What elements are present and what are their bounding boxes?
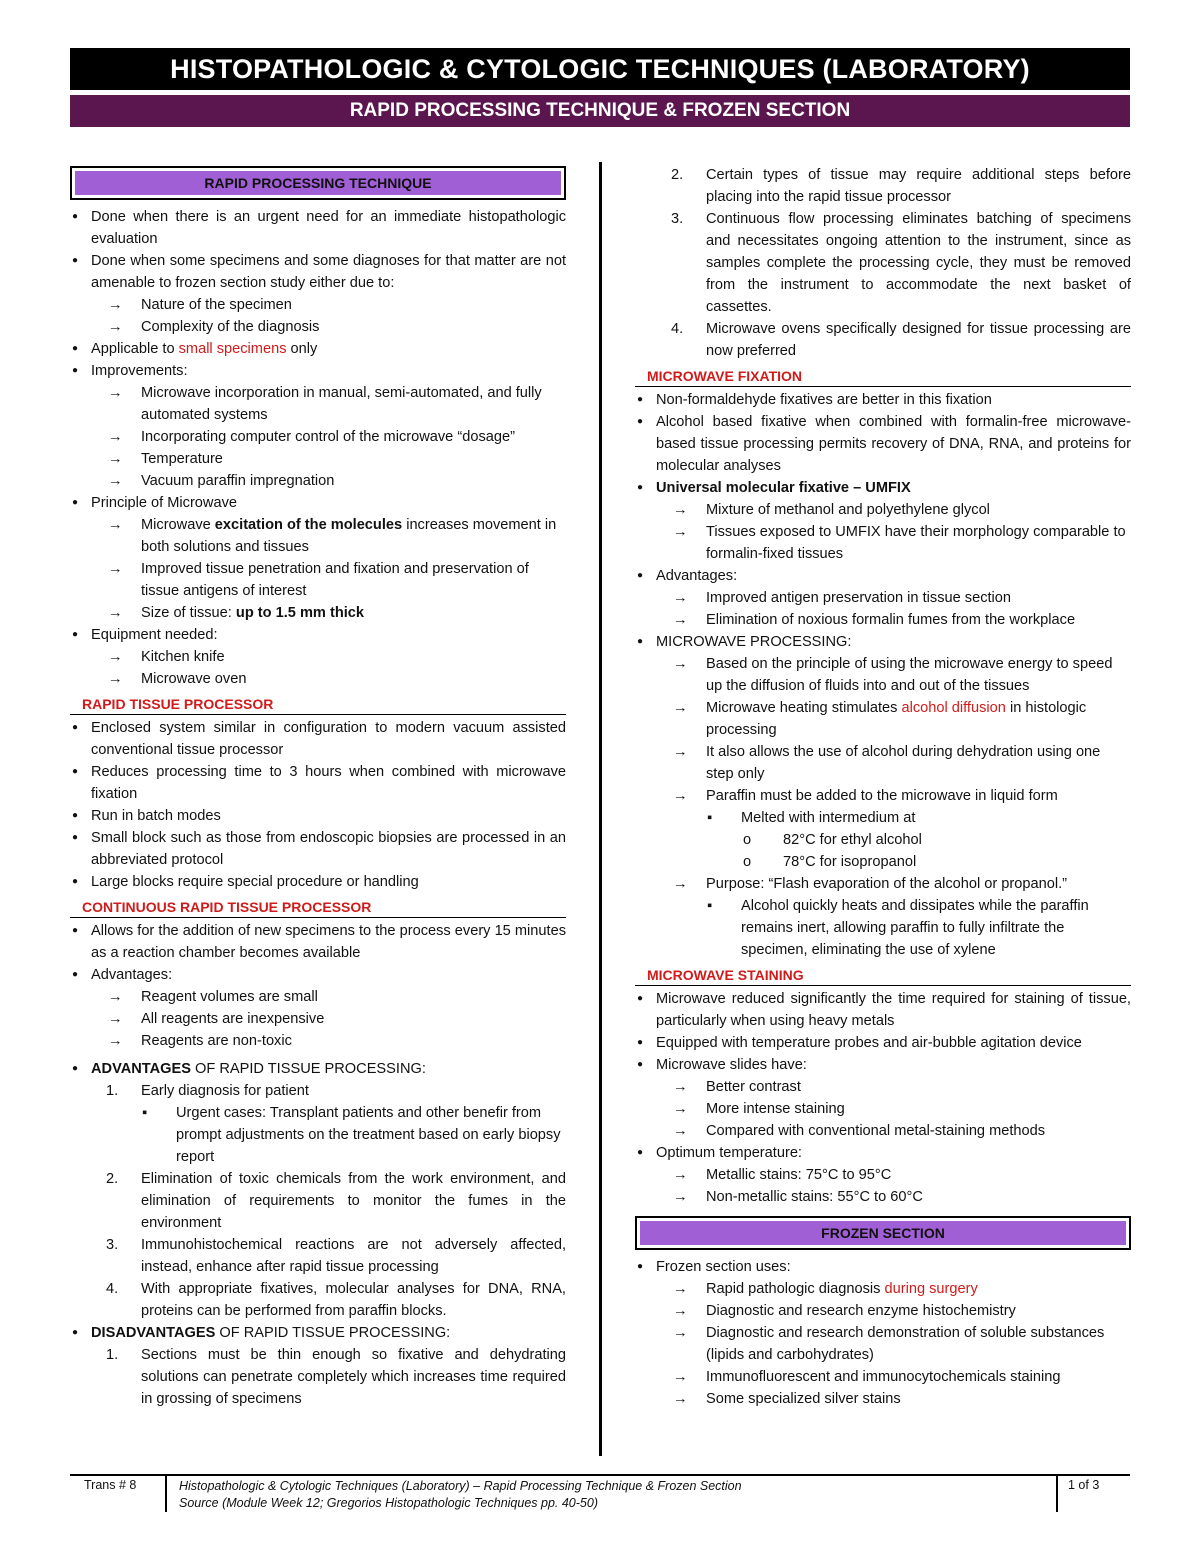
arrow-item: → Elimination of noxious formalin fumes from the workplace xyxy=(635,609,1131,631)
frozen-section-list xyxy=(635,1256,1131,1410)
highlight-text: alcohol diffusion xyxy=(901,700,1006,716)
arrow-item: → All reagents are inexpensive xyxy=(70,1008,566,1030)
arrow-item: → Improved antigen preservation in tissue section xyxy=(635,587,1131,609)
item-number: 4. xyxy=(671,321,684,337)
list-item: ● Equipped with temperature probes and air-bubble agitation device xyxy=(635,1032,1131,1054)
numbered-item xyxy=(70,1234,566,1278)
arrow-item xyxy=(635,1278,1131,1300)
list-item: ● Reduces processing time to 3 hours when combined with microwave fixation xyxy=(70,761,566,805)
text: Microwave ovens specifically designed for tissue processing are now preferred xyxy=(706,321,1131,359)
bold-text: DISADVANTAGES xyxy=(91,1325,216,1341)
list-item: ● Advantages: xyxy=(635,565,1131,587)
item-number: 1. xyxy=(106,1083,119,1099)
arrow-item: → Metallic stains: 75°C to 95°C xyxy=(635,1164,1131,1186)
footer-separator xyxy=(165,1476,167,1512)
list-item: ● Done when there is an urgent need for an immediate histopathologic evaluation xyxy=(70,206,566,250)
text: With appropriate fixatives, molecular analyses for DNA, RNA, proteins can be performed from paraffin blocks. xyxy=(141,1281,566,1319)
footer-description xyxy=(179,1478,742,1512)
bold-text: ADVANTAGES xyxy=(91,1061,191,1077)
numbered-item xyxy=(70,1168,566,1234)
footer-rule xyxy=(70,1474,1130,1476)
text: Immunohistochemical reactions are not adversely affected, instead, enhance after rapid tissue processing xyxy=(141,1237,566,1275)
section-heading: RAPID PROCESSING TECHNIQUE xyxy=(75,171,561,195)
text: Sections must be thin enough so fixative and dehydrating solutions can penetrate completely which increases time required in grossing of specimens xyxy=(141,1347,566,1407)
list-item: ● Enclosed system similar in configuration to modern vacuum assisted conventional tissue processor xyxy=(70,717,566,761)
arrow-item: → Reagent volumes are small xyxy=(70,986,566,1008)
microwave-fixation-list xyxy=(635,389,1131,961)
numbered-item xyxy=(70,1278,566,1322)
arrow-item: → Tissues exposed to UMFIX have their morphology comparable to formalin-fixed tissues xyxy=(635,521,1131,565)
list-item xyxy=(70,1322,566,1344)
list-item: ● Microwave slides have: xyxy=(635,1054,1131,1076)
section-heading-microwave-fixation: MICROWAVE FIXATION xyxy=(635,366,1131,387)
item-number: 4. xyxy=(106,1281,119,1297)
section-heading-rapid-tissue-processor: RAPID TISSUE PROCESSOR xyxy=(70,694,566,715)
numbered-item xyxy=(635,318,1131,362)
arrow-item: → Nature of the specimen xyxy=(70,294,566,316)
section-heading-continuous-processor: CONTINUOUS RAPID TISSUE PROCESSOR xyxy=(70,897,566,918)
arrow-item: → Mixture of methanol and polyethylene glycol xyxy=(635,499,1131,521)
list-item: ● Advantages: xyxy=(70,964,566,986)
arrow-item xyxy=(635,697,1131,741)
text: Size of tissue: xyxy=(141,605,236,621)
left-column xyxy=(70,166,566,1410)
arrow-item: → Based on the principle of using the microwave energy to speed up the diffusion of fluids into and out of the tissues xyxy=(635,653,1131,697)
disadvantages-continued-list xyxy=(635,164,1131,362)
list-item: ● Allows for the addition of new specimens to the process every 15 minutes as a reaction chamber becomes available xyxy=(70,920,566,964)
numbered-item xyxy=(635,208,1131,318)
list-item: ● Alcohol based fixative when combined with formalin-free microwave-based tissue processing permits recovery of DNA, RNA, and proteins for molecular analyses xyxy=(635,411,1131,477)
arrow-item: → Purpose: “Flash evaporation of the alcohol or propanol.” xyxy=(635,873,1131,895)
text: Microwave xyxy=(141,517,215,533)
text: Applicable to xyxy=(91,341,179,357)
column-divider xyxy=(599,162,602,1456)
footer-trans-number: Trans # 8 xyxy=(84,1478,137,1492)
list-item: ● Done when some specimens and some diagnoses for that matter are not amenable to frozen section study either due to: xyxy=(70,250,566,294)
arrow-item: → Compared with conventional metal-staining methods xyxy=(635,1120,1131,1142)
text: Elimination of toxic chemicals from the work environment, and elimination of requirements to monitor the fumes in the environment xyxy=(141,1171,566,1231)
footer-line-1: Histopathologic & Cytologic Techniques (Laboratory) – Rapid Processing Technique & Frozen Section xyxy=(179,1479,742,1493)
list-item xyxy=(70,1058,566,1080)
text: only xyxy=(286,341,318,357)
arrow-item xyxy=(70,602,566,624)
microwave-staining-list xyxy=(635,988,1131,1208)
rapid-processing-list xyxy=(70,206,566,690)
list-item: ● Small block such as those from endoscopic biopsies are processed in an abbreviated protocol xyxy=(70,827,566,871)
text: Continuous flow processing eliminates batching of specimens and necessitates ongoing attention to the instrument, since as samples complete the processing cycle, they must be removed from the instrument to accommodate the next basket of cassettes. xyxy=(706,211,1131,315)
bold-text: up to 1.5 mm thick xyxy=(235,605,365,621)
footer-line-2: Source (Module Week 12; Gregorios Histopathologic Techniques pp. 40-50) xyxy=(179,1496,598,1510)
rapid-tissue-processor-list xyxy=(70,717,566,893)
list-item: ● MICROWAVE PROCESSING: xyxy=(635,631,1131,653)
arrow-item: → Non-metallic stains: 55°C to 60°C xyxy=(635,1186,1131,1208)
list-item: ● Improvements: xyxy=(70,360,566,382)
section-heading: FROZEN SECTION xyxy=(640,1221,1126,1245)
numbered-item xyxy=(635,164,1131,208)
item-number: 2. xyxy=(106,1171,119,1187)
arrow-item: → Better contrast xyxy=(635,1076,1131,1098)
arrow-item: → Paraffin must be added to the microwave in liquid form xyxy=(635,785,1131,807)
sub-item: o 82°C for ethyl alcohol xyxy=(635,829,1131,851)
arrow-item: → Temperature xyxy=(70,448,566,470)
square-item: ▪ Melted with intermedium at xyxy=(635,807,1131,829)
arrow-item: → More intense staining xyxy=(635,1098,1131,1120)
arrow-item: → Diagnostic and research demonstration of soluble substances (lipids and carbohydrates) xyxy=(635,1322,1131,1366)
item-number: 3. xyxy=(671,211,684,227)
right-column xyxy=(635,164,1131,1410)
text: Early diagnosis for patient xyxy=(141,1083,309,1099)
section-heading-microwave-staining: MICROWAVE STAINING xyxy=(635,965,1131,986)
text: increases movement in both solutions and tissues xyxy=(141,517,557,555)
list-item: ● Microwave reduced significantly the time required for staining of tissue, particularly when using heavy metals xyxy=(635,988,1131,1032)
list-item xyxy=(70,338,566,360)
text: OF RAPID TISSUE PROCESSING: xyxy=(191,1061,426,1077)
arrow-item: → Improved tissue penetration and fixation and preservation of tissue antigens of interest xyxy=(70,558,566,602)
numbered-item xyxy=(70,1344,566,1410)
page-number: 1 of 3 xyxy=(1068,1478,1100,1492)
arrow-item: → Immunofluorescent and immunocytochemicals staining xyxy=(635,1366,1131,1388)
highlight-text: small specimens xyxy=(178,341,287,357)
arrow-item: → Complexity of the diagnosis xyxy=(70,316,566,338)
section-box-rapid-processing xyxy=(70,166,566,200)
text: Certain types of tissue may require additional steps before placing into the rapid tissue processor xyxy=(706,167,1131,205)
list-item: ● Optimum temperature: xyxy=(635,1142,1131,1164)
arrow-item: → Kitchen knife xyxy=(70,646,566,668)
list-item: ● Universal molecular fixative – UMFIX xyxy=(635,477,1131,499)
item-number: 3. xyxy=(106,1237,119,1253)
list-item: ● Non-formaldehyde fixatives are better in this fixation xyxy=(635,389,1131,411)
list-item: ● Equipment needed: xyxy=(70,624,566,646)
list-item: ● Large blocks require special procedure or handling xyxy=(70,871,566,893)
document-title: HISTOPATHOLOGIC & CYTOLOGIC TECHNIQUES (LABORATORY) xyxy=(70,48,1130,90)
footer-separator xyxy=(1056,1476,1058,1512)
arrow-item: → It also allows the use of alcohol during dehydration using one step only xyxy=(635,741,1131,785)
text: OF RAPID TISSUE PROCESSING: xyxy=(215,1325,451,1341)
square-item: ▪ Alcohol quickly heats and dissipates while the paraffin remains inert, allowing paraffin to fully infiltrate the specimen, eliminating the use of xylene xyxy=(635,895,1131,961)
arrow-item xyxy=(70,514,566,558)
arrow-item: → Incorporating computer control of the microwave “dosage” xyxy=(70,426,566,448)
document-subtitle: RAPID PROCESSING TECHNIQUE & FROZEN SECTION xyxy=(70,95,1130,127)
arrow-item: → Vacuum paraffin impregnation xyxy=(70,470,566,492)
item-number: 1. xyxy=(106,1347,119,1363)
list-item: ● Run in batch modes xyxy=(70,805,566,827)
list-item: ● Frozen section uses: xyxy=(635,1256,1131,1278)
arrow-item: → Microwave oven xyxy=(70,668,566,690)
section-box-frozen-section xyxy=(635,1216,1131,1250)
list-item: ● Principle of Microwave xyxy=(70,492,566,514)
text: Rapid pathologic diagnosis xyxy=(706,1281,885,1297)
arrow-item: → Some specialized silver stains xyxy=(635,1388,1131,1410)
sub-item: o 78°C for isopropanol xyxy=(635,851,1131,873)
bold-text: excitation of the molecules xyxy=(214,517,403,533)
item-number: 2. xyxy=(671,167,684,183)
arrow-item: → Microwave incorporation in manual, semi-automated, and fully automated systems xyxy=(70,382,566,426)
numbered-item xyxy=(70,1080,566,1102)
text: in histologic processing xyxy=(706,700,1087,738)
square-item: ▪ Urgent cases: Transplant patients and other benefir from prompt adjustments on the treatment based on early biopsy report xyxy=(70,1102,566,1168)
arrow-item: → Reagents are non-toxic xyxy=(70,1030,566,1052)
text: Microwave heating stimulates xyxy=(706,700,902,716)
arrow-item: → Diagnostic and research enzyme histochemistry xyxy=(635,1300,1131,1322)
continuous-processor-list xyxy=(70,920,566,1410)
highlight-text: during surgery xyxy=(884,1281,978,1297)
